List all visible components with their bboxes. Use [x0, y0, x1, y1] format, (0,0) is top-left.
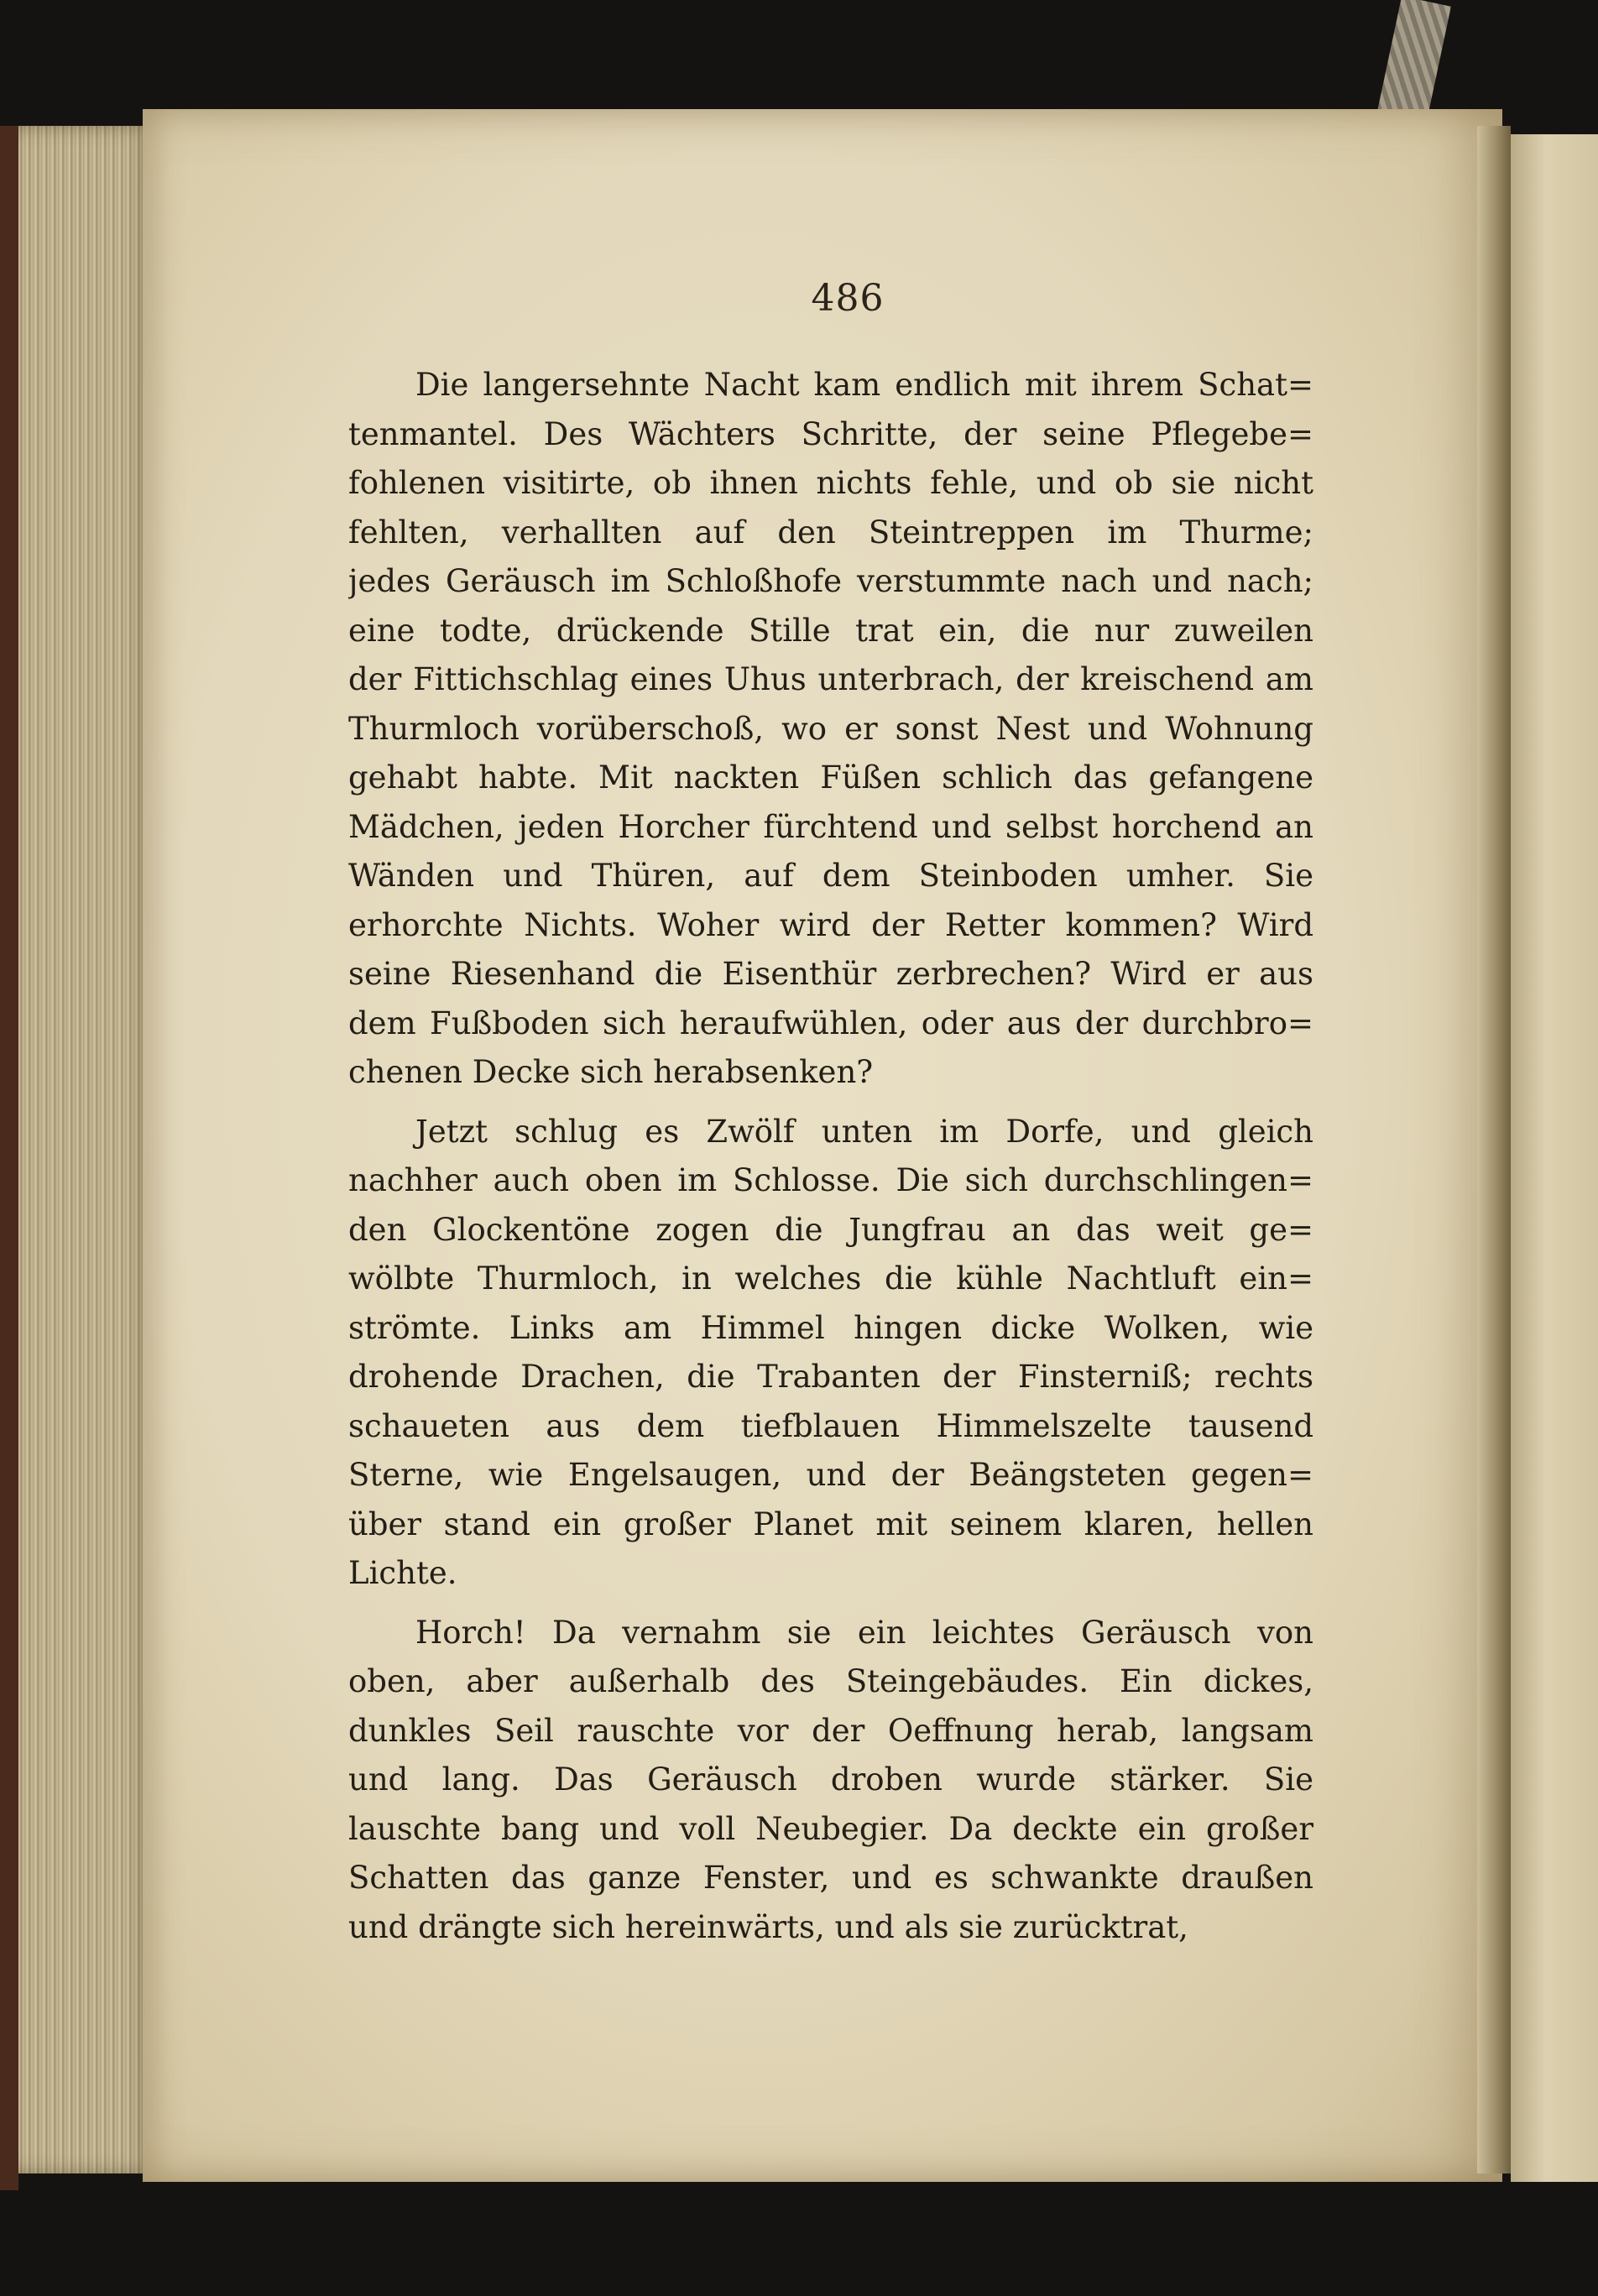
text-line: tenmantel. Des Wächters Schritte, der seine Pflegebe=	[348, 415, 1313, 452]
text-line: drohende Drachen, die Trabanten der Finsterniß; rechts	[348, 1359, 1313, 1395]
text-line: Jetzt schlug es Zwölf unten im Dorfe, und gleich	[415, 1113, 1313, 1150]
text-line: der Fittichschlag eines Uhus unterbrach, der kreischend am	[348, 661, 1313, 697]
text-line: chenen Decke sich herabsenken?	[348, 1054, 874, 1090]
text-line: Lichte.	[348, 1555, 457, 1591]
text-line: lauschte bang und voll Neubegier. Da deckte ein großer	[348, 1810, 1313, 1847]
paragraph-gap	[348, 1599, 1313, 1609]
text-line: Sterne, wie Engelsaugen, und der Beängsteten gegen=	[348, 1457, 1313, 1493]
paragraph	[348, 1609, 1313, 1953]
paragraph	[348, 361, 1313, 1098]
text-line: oben, aber außerhalb des Steingebäudes. Ein dickes,	[348, 1663, 1313, 1699]
text-line: fehlten, verhallten auf den Steintreppen im Thurme;	[348, 514, 1313, 551]
text-line: wölbte Thurmloch, in welches die kühle Nachtluft ein=	[348, 1260, 1313, 1297]
text-line: fohlenen visitirte, ob ihnen nichts fehle, und ob sie nicht	[348, 465, 1313, 501]
text-line: strömte. Links am Himmel hingen dicke Wolken, wie	[348, 1309, 1313, 1346]
text-line: Die langersehnte Nacht kam endlich mit ihrem Schat=	[415, 367, 1313, 403]
text-line: dem Fußboden sich heraufwühlen, oder aus der durchbro=	[348, 1004, 1313, 1041]
page-text	[348, 361, 1313, 1952]
book-cover-edge	[0, 126, 18, 2190]
text-line: seine Riesenhand die Eisenthür zerbrechen? Wird er aus	[348, 956, 1313, 992]
text-line: nachher auch oben im Schlosse. Die sich durchschlingen=	[348, 1162, 1313, 1198]
facing-page-edge	[1511, 134, 1598, 2182]
text-line: und drängte sich hereinwärts, und als sie zurücktrat,	[348, 1908, 1188, 1945]
text-line: erhorchte Nichts. Woher wird der Retter kommen? Wird	[348, 906, 1313, 943]
book-gutter	[1477, 126, 1511, 2173]
bookmark-ribbon	[1377, 0, 1451, 122]
text-line: eine todte, drückende Stille trat ein, die nur zuweilen	[348, 612, 1313, 649]
text-line: und lang. Das Geräusch droben wurde stärker. Sie	[348, 1761, 1313, 1798]
paragraph	[348, 1108, 1313, 1599]
page-block-edges	[0, 126, 159, 2173]
page-number: 486	[811, 277, 885, 320]
text-line: Wänden und Thüren, auf dem Steinboden umher. Sie	[348, 858, 1313, 894]
text-line: Mädchen, jeden Horcher fürchtend und selbst horchend an	[348, 808, 1313, 845]
text-line: den Glockentöne zogen die Jungfrau an das weit ge=	[348, 1211, 1313, 1248]
text-line: Thurmloch vorüberschoß, wo er sonst Nest und Wohnung	[348, 710, 1313, 747]
text-line: dunkles Seil rauschte vor der Oeffnung herab, langsam	[348, 1712, 1313, 1749]
text-line: gehabt habte. Mit nackten Füßen schlich das gefangene	[348, 759, 1313, 796]
text-line: jedes Geräusch im Schloßhofe verstummte nach und nach;	[348, 563, 1313, 599]
paragraph-gap	[348, 1098, 1313, 1108]
text-line: Horch! Da vernahm sie ein leichtes Geräusch von	[415, 1614, 1313, 1651]
text-line: schaueten aus dem tiefblauen Himmelszelte tausend	[348, 1407, 1313, 1444]
text-line: Schatten das ganze Fenster, und es schwankte draußen	[348, 1860, 1313, 1896]
text-line: über stand ein großer Planet mit seinem klaren, hellen	[348, 1505, 1313, 1542]
